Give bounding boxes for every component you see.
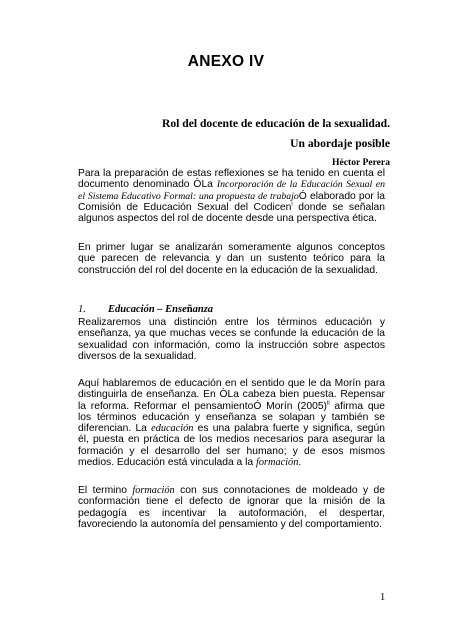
paragraph-intro-text-a: Para la preparación de estas reflexiones se ha tenido en cuenta el documento denominado ÒLa [78,168,385,191]
paragraph-intro [78,168,385,224]
paragraph-morin-text-b: afirma que los términos educación y enseñanza se solapan y también se diferencian. La [78,400,385,435]
footnote-marker-ii: ii [326,400,330,407]
paragraph-intro-text-c: Ó elaborado por la Comisión de Educación Sexual del Codicen [78,190,385,213]
section-title-part-a: Educación – Ense [108,304,187,315]
page-number: 1 [380,592,386,603]
annex-title: ANEXO IV [187,53,265,70]
section-number: 1. [78,304,86,315]
paragraph-distinction: Realizaremos una distinción entre los términos educación y enseñanza, ya que muchas veces se confunde la educación de la sexualidad con información, como la instrucción sobre aspectos diversos de la sexualidad. [78,317,385,362]
paragraph-morin-text-d: . [298,457,302,469]
document-title-italic: Incorporación de la Educación Sexual en el Sistema Educativo Formal: una propuesta de trabajo [78,179,386,202]
paragraph-morin-text-a: Aquí hablaremos de educación en el sentido que le da Morín para distinguirla de enseñanza. En ÒLa cabeza bien puesta. Repensar la reforma. Reformar el pensamientoÓ Morín (2005) [78,378,385,412]
paragraph-formacion-text-a: El termino [78,485,133,496]
section-title-part-c: anza [192,304,214,315]
document-subtitle: Un abordaje posible [290,137,390,150]
author-name: Héctor Perera [332,157,390,168]
paragraph-intro-text-d: donde se señalan algunos aspectos del rol de docente desde una perspectiva ética. [78,201,385,225]
paragraph-formacion [78,485,385,530]
paragraph-morin [78,378,385,468]
footnote-marker-i: i [291,201,293,208]
term-educacion: educación [151,423,194,435]
paragraph-purpose: En primer lugar se analizarán someramente algunos conceptos que parecen de relevancia y dan un sustento teórico para la construcción del rol del docente en la educación de la sexualidad. [78,242,385,276]
section-title-part-b: ñ [186,304,193,315]
term-formacion-2: formación [132,485,175,496]
paragraph-morin-text-c: es una palabra fuerte y significa, según él, puesta en práctica de los medios necesarios para asegurar la formación y el desarrollo del ser humano; y de esos mismos medios. Educación está vinculada a la [78,423,385,469]
document-title: Rol del docente de educación de la sexualidad. [161,117,390,130]
paragraph-formacion-text-b: con sus connotaciones de moldeado y de conformación tiene el defecto de ignorar que la misión de la pedagogía es incentivar la autoformación, el despertar, favoreciendo la autonomía del pensamiento y del comportamiento. [78,485,386,530]
section-heading [78,304,213,315]
term-formacion: formación [256,457,299,469]
section-title [108,304,213,315]
